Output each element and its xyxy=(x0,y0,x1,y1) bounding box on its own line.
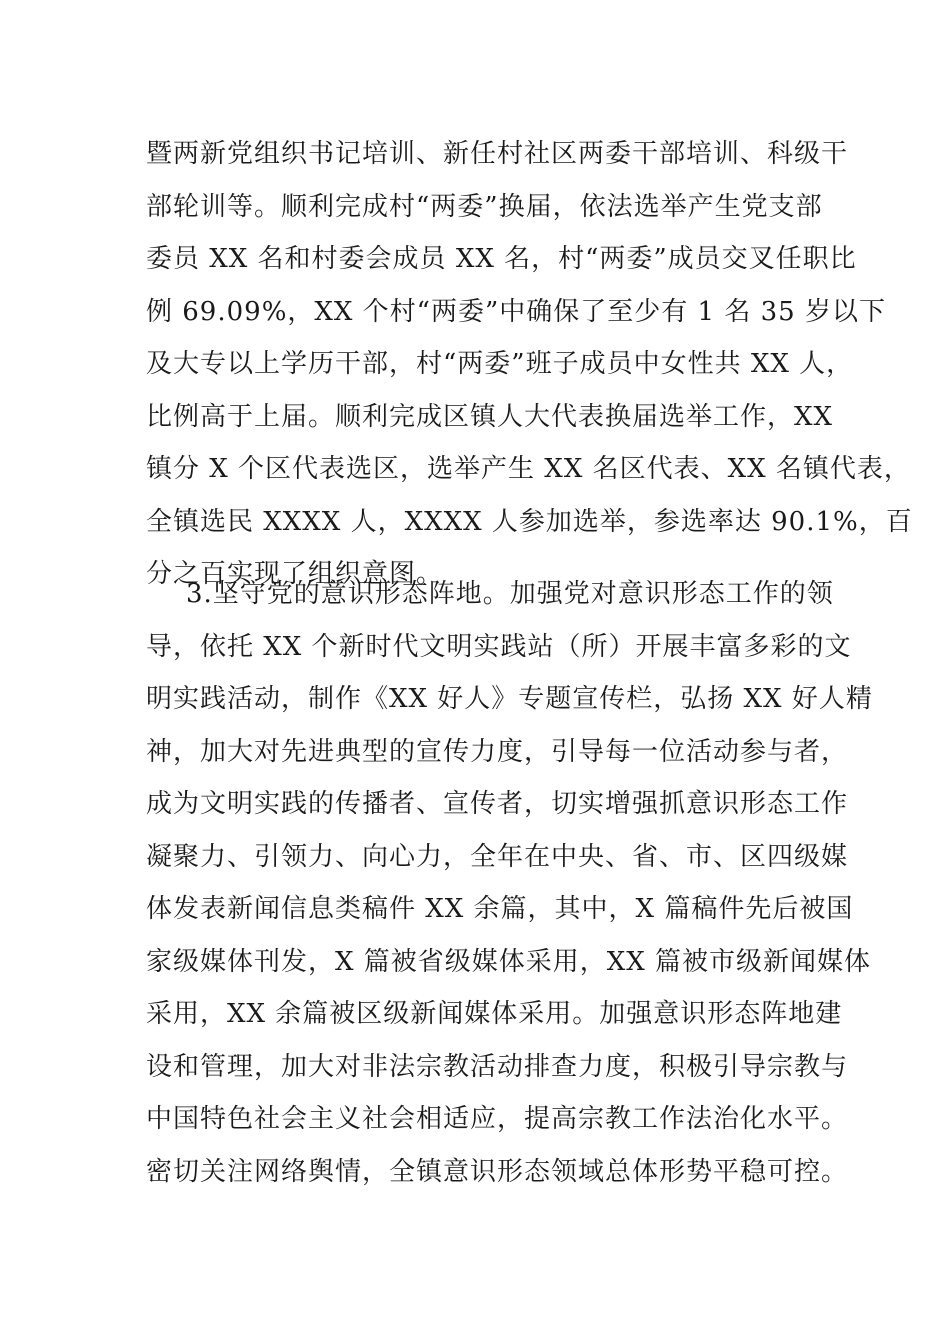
paragraph-line: 暨两新党组织书记培训、新任村社区两委干部培训、科级干 xyxy=(146,139,849,169)
paragraph-line: 家级媒体刊发，X 篇被省级媒体采用，XX 篇被市级新闻媒体 xyxy=(146,946,872,977)
paragraph-line: 全镇选民 XXXX 人，XXXX 人参加选举，参选率达 90.1%，百 xyxy=(146,506,913,537)
paragraph-line: 成为文明实践的传播者、宣传者，切实增强抓意识形态工作 xyxy=(146,789,849,819)
paragraph-2 xyxy=(146,568,873,1198)
paragraph-line: 镇分 X 个区代表选区，选举产生 XX 名区代表、XX 名镇代表， xyxy=(146,454,911,484)
paragraph-line: 分之百实现了组织意图。 xyxy=(146,559,444,589)
paragraph-line: 3.坚守党的意识形态阵地。加强党对意识形态工作的领 xyxy=(186,579,834,609)
paragraph-line: 中国特色社会主义社会相适应，提高宗教工作法治化水平。 xyxy=(146,1104,849,1134)
paragraph-line: 部轮训等。顺利完成村“两委”换届，依法选举产生党支部 xyxy=(146,191,823,222)
paragraph-line: 例 69.09%，XX 个村“两委”中确保了至少有 1 名 35 岁以下 xyxy=(146,296,886,327)
paragraph-line: 导，依托 XX 个新时代文明实践站（所）开展丰富多彩的文 xyxy=(146,631,852,662)
paragraph-line: 明实践活动，制作《XX 好人》专题宣传栏，弘扬 XX 好人精 xyxy=(146,684,873,714)
paragraph-line: 比例高于上届。顺利完成区镇人大代表换届选举工作，XX xyxy=(146,401,834,432)
paragraph-line: 采用，XX 余篇被区级新闻媒体采用。加强意识形态阵地建 xyxy=(146,999,843,1029)
paragraph-1 xyxy=(146,128,913,601)
paragraph-line: 凝聚力、引领力、向心力，全年在中央、省、市、区四级媒 xyxy=(146,841,849,872)
paragraph-line: 体发表新闻信息类稿件 XX 余篇，其中，X 篇稿件先后被国 xyxy=(146,894,854,924)
paragraph-line: 及大专以上学历干部，村“两委”班子成员中女性共 XX 人， xyxy=(146,349,854,379)
paragraph-line: 设和管理，加大对非法宗教活动排查力度，积极引导宗教与 xyxy=(146,1051,849,1082)
paragraph-line: 神，加大对先进典型的宣传力度，引导每一位活动参与者， xyxy=(146,736,849,767)
paragraph-line: 密切关注网络舆情，全镇意识形态领域总体形势平稳可控。 xyxy=(146,1156,849,1187)
paragraph-line: 委员 XX 名和村委会成员 XX 名，村“两委”成员交叉任职比 xyxy=(146,244,857,274)
